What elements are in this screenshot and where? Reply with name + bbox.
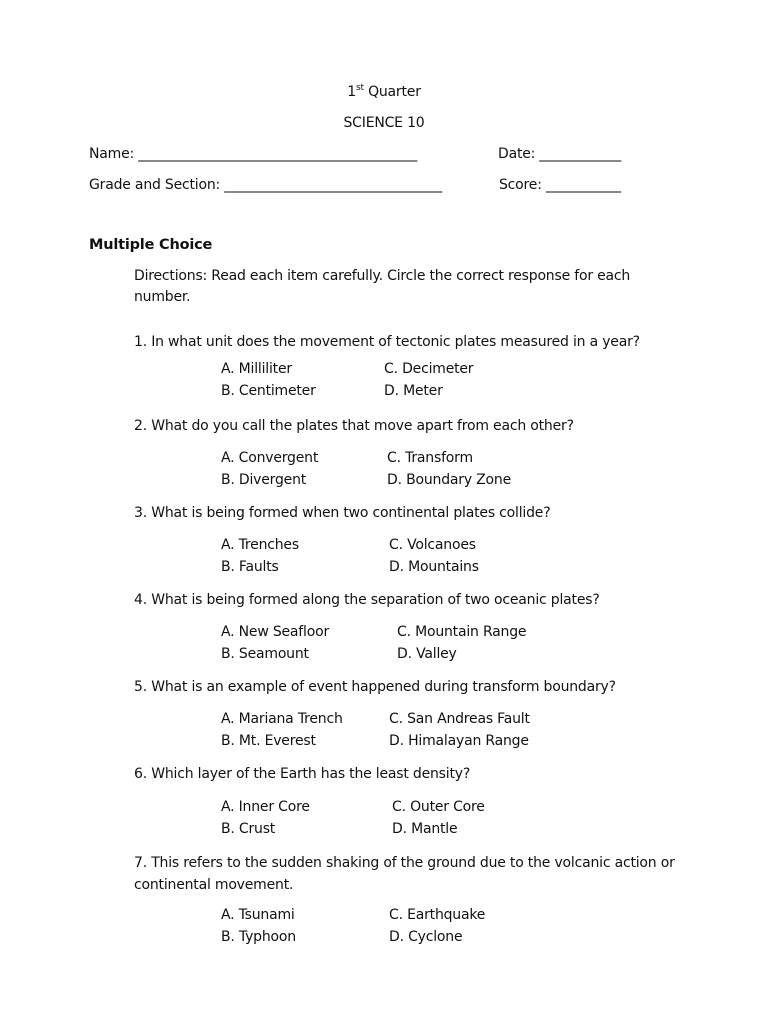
q6-choice-a[interactable]: A. Inner Core bbox=[221, 799, 310, 815]
q1-choice-b[interactable]: B. Centimeter bbox=[221, 383, 316, 399]
question-6: 6. Which layer of the Earth has the least density? bbox=[134, 766, 471, 782]
q7-choice-b[interactable]: B. Typhoon bbox=[221, 929, 296, 945]
directions-text: Directions: Read each item carefully. Circle the correct response for each number. bbox=[134, 268, 631, 305]
name-field[interactable]: Name: _________________________________________ bbox=[89, 146, 418, 162]
q7-choice-a[interactable]: A. Tsunami bbox=[221, 907, 295, 923]
question-7: 7. This refers to the sudden shaking of the ground due to the volcanic action or continental movement. bbox=[134, 855, 675, 893]
quarter-ordinal: st bbox=[355, 83, 364, 93]
q4-choice-c[interactable]: C. Mountain Range bbox=[397, 624, 527, 640]
q3-choice-c[interactable]: C. Volcanoes bbox=[389, 537, 476, 553]
q3-choice-a[interactable]: A. Trenches bbox=[221, 537, 299, 553]
q6-choice-b[interactable]: B. Crust bbox=[221, 821, 276, 837]
q2-choice-d[interactable]: D. Boundary Zone bbox=[387, 472, 511, 488]
subject-title: SCIENCE 10 bbox=[343, 115, 425, 131]
question-1: 1. In what unit does the movement of tectonic plates measured in a year? bbox=[134, 334, 640, 350]
q4-choice-a[interactable]: A. New Seafloor bbox=[221, 624, 330, 640]
q5-choice-b[interactable]: B. Mt. Everest bbox=[221, 733, 316, 749]
q4-choice-d[interactable]: D. Valley bbox=[397, 646, 457, 662]
question-3: 3. What is being formed when two continental plates collide? bbox=[134, 505, 551, 521]
question-5: 5. What is an example of event happened during transform boundary? bbox=[134, 679, 616, 695]
grade-section-field[interactable]: Grade and Section: ________________________________ bbox=[89, 177, 442, 193]
q3-choice-b[interactable]: B. Faults bbox=[221, 559, 279, 575]
q1-choice-c[interactable]: C. Decimeter bbox=[384, 361, 474, 377]
q4-choice-b[interactable]: B. Seamount bbox=[221, 646, 309, 662]
q5-choice-a[interactable]: A. Mariana Trench bbox=[221, 711, 343, 727]
q7-choice-d[interactable]: D. Cyclone bbox=[389, 929, 463, 945]
q6-choice-d[interactable]: D. Mantle bbox=[392, 821, 458, 837]
date-field[interactable]: Date: ____________ bbox=[498, 146, 622, 162]
q2-choice-a[interactable]: A. Convergent bbox=[221, 450, 319, 466]
q3-choice-d[interactable]: D. Mountains bbox=[389, 559, 479, 575]
quarter-word: Quarter bbox=[368, 84, 421, 100]
q2-choice-b[interactable]: B. Divergent bbox=[221, 472, 307, 488]
q5-choice-d[interactable]: D. Himalayan Range bbox=[389, 733, 529, 749]
quarter-number: 1 bbox=[347, 84, 356, 100]
section-title: Multiple Choice bbox=[89, 237, 213, 253]
q6-choice-c[interactable]: C. Outer Core bbox=[392, 799, 485, 815]
q5-choice-c[interactable]: C. San Andreas Fault bbox=[389, 711, 530, 727]
q1-choice-a[interactable]: A. Milliliter bbox=[221, 361, 292, 377]
question-2: 2. What do you call the plates that move apart from each other? bbox=[134, 418, 574, 434]
quarter-heading bbox=[0, 83, 768, 101]
q1-choice-d[interactable]: D. Meter bbox=[384, 383, 443, 399]
question-4: 4. What is being formed along the separation of two oceanic plates? bbox=[134, 592, 600, 608]
score-field[interactable]: Score: ___________ bbox=[499, 177, 621, 193]
q7-choice-c[interactable]: C. Earthquake bbox=[389, 907, 486, 923]
q2-choice-c[interactable]: C. Transform bbox=[387, 450, 473, 466]
